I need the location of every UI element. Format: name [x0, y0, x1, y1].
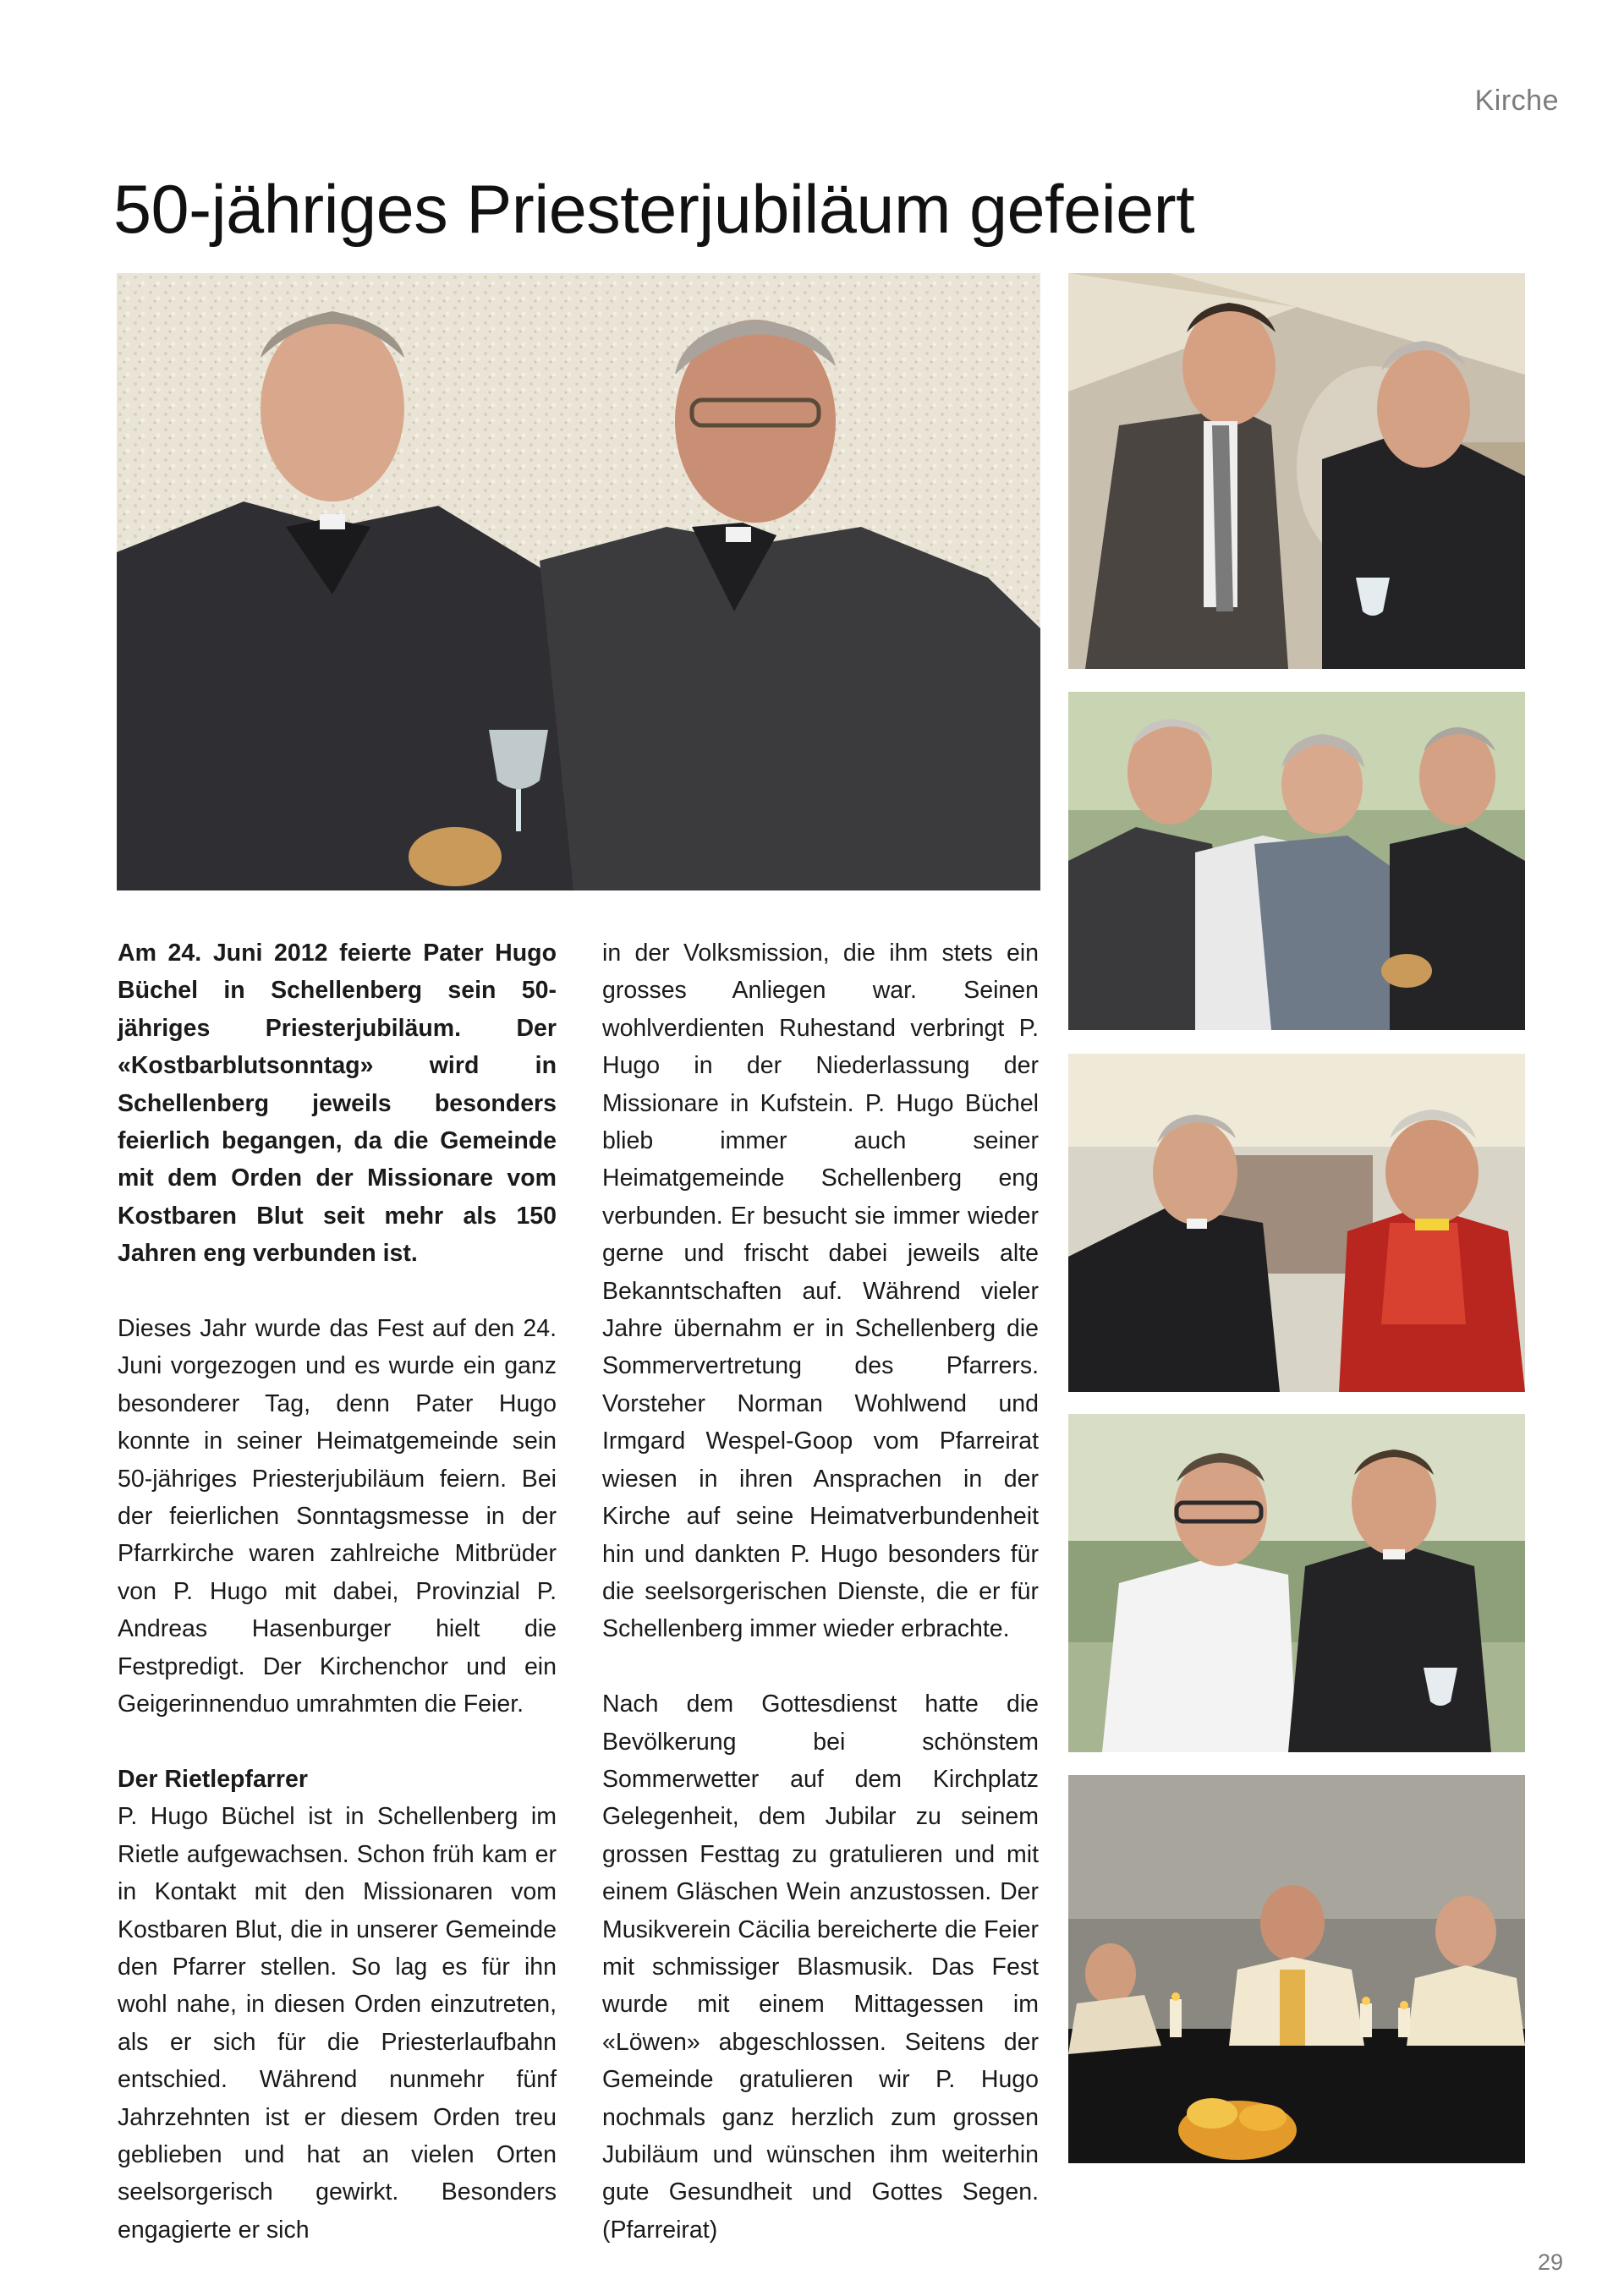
article-section	[118, 1761, 557, 2249]
photo-two-priests	[117, 273, 1040, 890]
article-paragraph: Nach dem Gottesdienst hatte die Bevölkerung bei schönstem Sommerwetter auf dem Kirchplatz Gelegenheit, dem Jubilar zu seinem grossen Festtag zu gratulieren und mit einem Gläschen Wein anzustossen. Der Musikverein Cäcilia bereicherte die Feier mit schmissiger Blasmusik. Das Fest wurde mit einem Mittagessen im «Löwen» abgeschlossen. Seitens der Gemeinde gratulieren wir P. Hugo nochmals ganz herzlich zum grossen Jubiläum und wünschen ihm weiterhin gute Gesundheit und Gottes Segen. (Pfarreirat)	[602, 1690, 1039, 2244]
page-number: 29	[1537, 2249, 1563, 2275]
article-lead: Am 24. Juni 2012 feierte Pater Hugo Büchel in Schellenberg sein 50-jähriges Priesterjubiläum. Der «Kostbarblutsonntag» wird in Schellenberg jeweils besonders feierlich begangen, da die Gemeinde mit dem Orden der Missionare vom Kostbaren Blut seit mehr als 150 Jahren eng verbunden ist.	[118, 940, 557, 1268]
photo-altar-mass	[1068, 1775, 1525, 2163]
photo-priest-and-musician	[1068, 1054, 1525, 1392]
photo-group-embrace	[1068, 692, 1525, 1030]
article-subheading: Der Rietlepfarrer	[118, 1765, 308, 1793]
article-paragraph: Dieses Jahr wurde das Fest auf den 24. Juni vorgezogen und es wurde ein ganz besonderer Tag, denn Pater Hugo konnte in seiner Heimatgemeinde sein 50-jähriges Priesterjubiläum feiern. Bei der feierlichen Sonntagsmesse in der Pfarrkirche waren zahlreiche Mitbrüder von P. Hugo mit dabei, Provinzial P. Andreas Hasenburger hielt die Festpredigt. Der Kirchenchor und ein Geigerinnenduo umrahmten die Feier.	[118, 1315, 557, 1718]
section-label: Kirche	[1474, 85, 1559, 117]
article-paragraph: P. Hugo Büchel ist in Schellenberg im Rietle aufgewachsen. Schon früh kam er in Kontakt mit den Missionaren vom Kostbaren Blut, die in unserer Gemeinde den Pfarrer stellen. So lag es für ihn wohl nahe, in diesen Orden einzutreten, als er sich für die Priesterlaufbahn entschied. Während nunmehr fünf Jahrzehnten ist er diesem Orden treu geblieben und hat an vielen Orten seelsorgerisch gewirkt. Besonders engagierte er sich	[118, 1803, 557, 2244]
article-column-right	[602, 934, 1039, 2249]
article-paragraph: in der Volksmission, die ihm stets ein grosses Anliegen war. Seinen wohlverdienten Ruhestand verbringt P. Hugo in der Niederlassung der Missionare in Kufstein. P. Hugo Büchel blieb immer auch seiner Heimatgemeinde Schellenberg eng verbunden. Er besucht sie immer wieder gerne und frischt dabei jeweils alte Bekanntschaften auf. Während vieler Jahre übernahm er in Schellenberg die Sommervertretung des Pfarrers. Vorsteher Norman Wohlwend und Irmgard Wespel-Goop vom Pfarreirat wiesen in ihren Ansprachen in der Kirche auf seine Heimatverbundenheit hin und dankten P. Hugo besonders für die seelsorgerischen Dienste, die er für Schellenberg immer wieder erbrachte.	[602, 940, 1039, 1643]
photo-conversation-tent	[1068, 273, 1525, 669]
page-title: 50-jähriges Priesterjubiläum gefeiert	[113, 172, 1195, 248]
article-column-left	[118, 934, 557, 2249]
photo-priest-toast	[1068, 1414, 1525, 1752]
